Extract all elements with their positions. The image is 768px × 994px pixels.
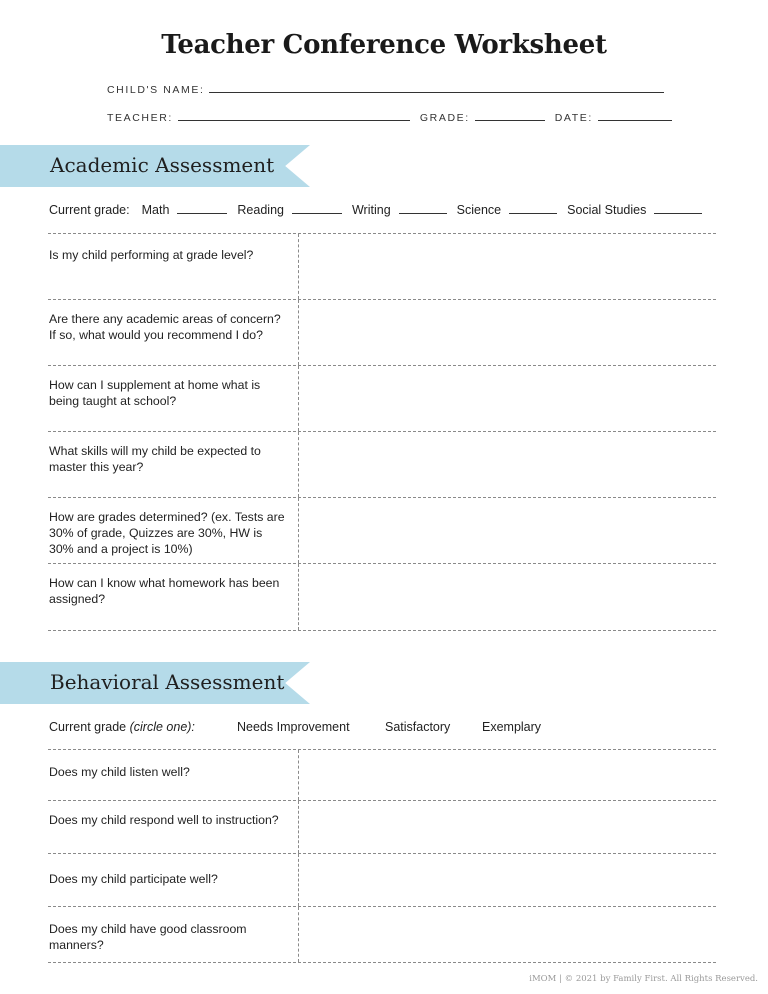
answer-field[interactable] <box>299 498 716 563</box>
academic-heading: Academic Assessment <box>50 153 275 177</box>
answer-field[interactable] <box>299 234 716 299</box>
childs-name-field[interactable] <box>209 91 664 93</box>
subject-math: Math <box>141 203 170 217</box>
question-text: How can I know what homework has been assigned? <box>48 564 299 630</box>
table-row <box>48 563 716 631</box>
behavioral-heading: Behavioral Assessment <box>50 670 285 694</box>
table-row <box>48 365 716 431</box>
answer-field[interactable] <box>299 750 716 800</box>
answer-field[interactable] <box>299 300 716 365</box>
answer-field[interactable] <box>299 801 716 853</box>
question-text: Are there any academic areas of concern? If so, what would you recommend I do? <box>48 300 299 365</box>
behavioral-question-table <box>48 749 716 963</box>
circle-one-hint: (circle one): <box>129 720 195 734</box>
page-title: Teacher Conference Worksheet <box>161 30 607 60</box>
answer-field[interactable] <box>299 366 716 431</box>
grade-field[interactable] <box>475 119 545 121</box>
question-text: Does my child have good classroom manners? <box>48 907 299 962</box>
question-text: What skills will my child be expected to master this year? <box>48 432 299 497</box>
teacher-grade-date-row <box>107 112 682 124</box>
table-row <box>48 431 716 497</box>
answer-field[interactable] <box>299 907 716 962</box>
table-row <box>48 299 716 365</box>
writing-grade-field[interactable] <box>399 212 447 214</box>
table-row <box>48 497 716 563</box>
childs-name-row <box>107 84 674 96</box>
answer-field[interactable] <box>299 564 716 630</box>
subject-social-studies: Social Studies <box>567 203 647 217</box>
social-studies-grade-field[interactable] <box>654 212 702 214</box>
table-row <box>48 906 716 963</box>
table-row <box>48 800 716 853</box>
academic-grade-row <box>49 203 712 217</box>
childs-name-label: CHILD'S NAME: <box>107 84 205 96</box>
subject-reading: Reading <box>237 203 284 217</box>
option-exemplary[interactable]: Exemplary <box>482 720 542 734</box>
subject-science: Science <box>456 203 502 217</box>
question-text: Does my child participate well? <box>48 854 299 906</box>
question-text: Is my child performing at grade level? <box>48 234 299 299</box>
option-needs-improvement[interactable]: Needs Improvement <box>237 720 350 734</box>
behavioral-current-grade-text: Current grade <box>49 720 127 734</box>
table-row <box>48 853 716 906</box>
math-grade-field[interactable] <box>177 212 227 214</box>
table-row <box>48 233 716 299</box>
academic-question-table <box>48 233 716 631</box>
reading-grade-field[interactable] <box>292 212 342 214</box>
academic-current-grade-label: Current grade: <box>49 203 130 217</box>
teacher-field[interactable] <box>178 119 410 121</box>
behavioral-current-grade-label <box>49 720 195 734</box>
subject-writing: Writing <box>351 203 391 217</box>
date-label: DATE: <box>554 112 593 124</box>
question-text: How are grades determined? (ex. Tests are 30% of grade, Quizzes are 30%, HW is 30% and a project is 10%) <box>48 498 299 563</box>
science-grade-field[interactable] <box>509 212 557 214</box>
table-row <box>48 749 716 800</box>
answer-field[interactable] <box>299 854 716 906</box>
option-satisfactory[interactable]: Satisfactory <box>385 720 451 734</box>
question-text: Does my child listen well? <box>48 750 299 800</box>
copyright-footer: iMOM | © 2021 by Family First. All Rights Reserved. <box>529 974 758 984</box>
date-field[interactable] <box>598 119 672 121</box>
answer-field[interactable] <box>299 432 716 497</box>
question-text: How can I supplement at home what is being taught at school? <box>48 366 299 431</box>
grade-label: GRADE: <box>419 112 470 124</box>
question-text: Does my child respond well to instruction? <box>48 801 299 853</box>
teacher-label: TEACHER: <box>107 112 173 124</box>
